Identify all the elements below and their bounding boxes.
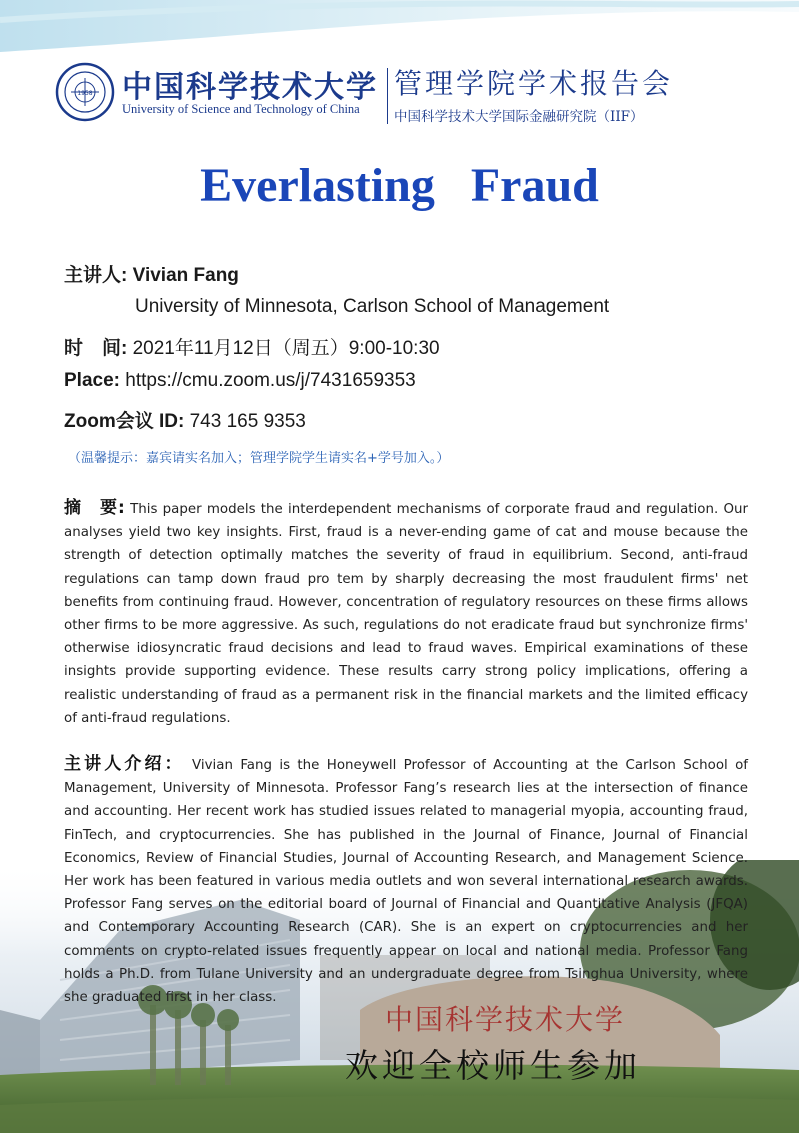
bio-section [64, 753, 748, 1009]
top-wave-decoration [0, 0, 799, 60]
speaker-affiliation: University of Minnesota, Carlson School of Management [135, 296, 610, 317]
place-link[interactable]: https://cmu.zoom.us/j/7431659353 [125, 370, 416, 391]
abstract-label: 摘 要: [64, 498, 125, 518]
university-name-cn: 中国科学技术大学 [122, 70, 378, 105]
header-divider [387, 68, 388, 124]
series-subtitle: 中国科学技术大学国际金融研究院（IIF） [394, 109, 644, 125]
university-name-en: University of Science and Technology of China [122, 102, 360, 116]
stone-inscription: 中国科学技术大学 [385, 1003, 626, 1036]
header [52, 60, 752, 132]
speaker-name: Vivian Fang [132, 265, 239, 286]
abstract-section [64, 497, 748, 730]
speaker-label: 主讲人: [64, 265, 128, 286]
bio-text: Vivian Fang is the Honeywell Professor of Accounting at the Carlson School of Management, University of Minnesota. Professor Fang’s research lies at the intersection of finance and accounting. Her recent work has studied issues related to managerial myopia, accounting fraud, FinTech, and cryptocurrencies. She has published in the Journal of Finance, Journal of Financial Economics, Review of Financial Studies, Journal of Accounting Research, and Management Science. Her work has been featured in various media outlets and won several international research awards. Professor Fang serves on the editorial board of Journal of Financial and Quantitative Analysis (JFQA) and Contemporary Accounting Research (CAR). She is an expert on cryptocurrencies and her comments on crypto-related issues frequently appear on local and national media. Professor Fang holds a Ph.D. from Tulane University and an undergraduate degree from Tsinghua University, where she graduated first in her class. [64, 758, 749, 1006]
zoom-line [64, 406, 306, 433]
zoom-id: 743 165 9353 [189, 411, 306, 432]
seal-year: 1958 [77, 90, 93, 97]
time-line [64, 333, 440, 360]
time-label: 时 间: [64, 338, 128, 359]
closing-invitation: 欢迎全校师生参加 [345, 1046, 641, 1085]
bio-label: 主讲人介绍： [64, 754, 185, 774]
place-label: Place: [64, 370, 120, 391]
time-value: 2021年11月12日（周五）9:00-10:30 [132, 338, 440, 359]
place-line [64, 370, 416, 392]
speaker-line [64, 260, 239, 287]
talk-title: Everlasting Fraud [200, 159, 599, 212]
zoom-label: Zoom会议 ID: [64, 411, 185, 432]
abstract-text: This paper models the interdependent mechanisms of corporate fraud and regulation. Our analyses yield two key insights. First, fraud is a never-ending game of cat and mouse because the strength of detection optimally matches the severity of fraud in equilibrium. Second, anti-fraud regulations can tamp down fraud pro tem by sharply decreasing the most fraudulent firms' net benefits from continuing fraud. However, concentration of regulatory resources on these firms allows other firms to be more aggressive. As such, regulations do not eradicate fraud but synchronize firms' otherwise idiosyncratic fraud decisions and lead to fraud waves. Empirical examinations of these insights provide supporting evidence. These results carry strong policy implications, offering a realistic understanding of fraud as a permanent risk in the financial markets and the limited efficacy of anti-fraud regulations. [64, 502, 748, 726]
university-seal-icon [55, 62, 115, 122]
series-title: 管理学院学术报告会 [394, 67, 674, 100]
notice-text: （温馨提示：嘉宾请实名加入；管理学院学生请实名+学号加入。） [68, 451, 450, 466]
